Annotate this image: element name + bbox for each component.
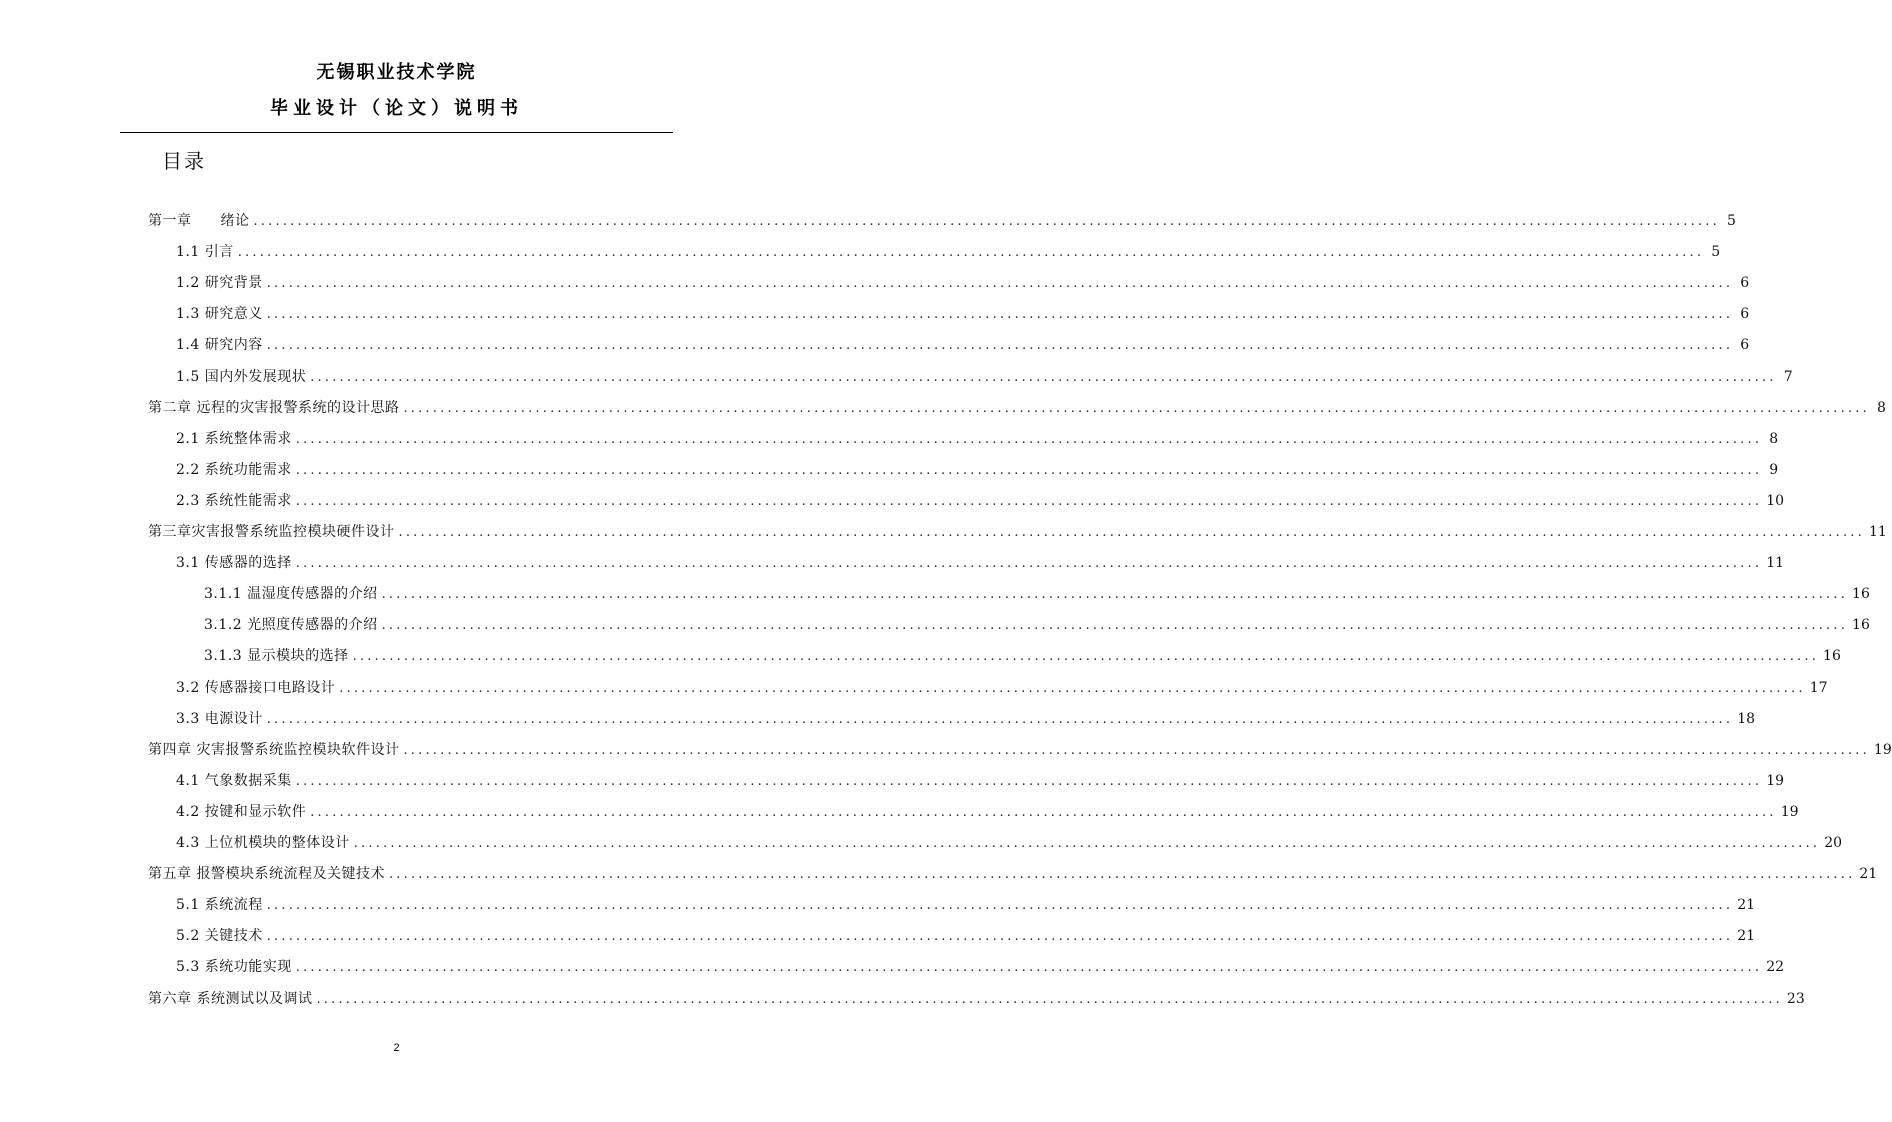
toc-entry-page: 8 (1877, 399, 1886, 416)
toc-entry-label: 第六章 系统测试以及调试 (148, 990, 313, 1007)
toc-entry-page: 10 (1766, 492, 1785, 509)
toc-entry-page: 11 (1766, 555, 1785, 572)
toc-entry-page: 16 (1852, 586, 1870, 603)
toc-entry-page: 21 (1737, 897, 1756, 914)
toc-entry-label: 第三章灾害报警系统监控模块硬件设计 (148, 524, 395, 540)
toc-entry-page: 19 (1780, 803, 1799, 820)
toc-entry[interactable] (176, 303, 1750, 325)
toc-leader-dots: ........................................................................................................................................................................................................ (352, 649, 1820, 665)
toc-entry[interactable] (176, 801, 1799, 823)
toc-entry-label: 1.4 研究内容 (176, 337, 263, 354)
toc-entry-label: 1.5 国内外发展现状 (176, 368, 307, 385)
toc-entry-label: 第五章 报警模块系统流程及关键技术 (148, 866, 385, 883)
toc-entry-page: 7 (1783, 368, 1793, 385)
toc-entry-label: 1.2 研究背景 (176, 275, 263, 292)
toc-entry[interactable] (176, 708, 1756, 730)
toc-entry[interactable] (176, 490, 1785, 512)
toc-entry[interactable] (176, 272, 1750, 294)
toc-leader-dots: ........................................................................................................................................................................................................ (266, 898, 1734, 914)
toc-entry-label: 1.3 研究意义 (176, 306, 263, 323)
toc-leader-dots: ........................................................................................................................................................................................................ (253, 214, 1720, 229)
toc-entry-page: 6 (1740, 275, 1750, 292)
toc-entry-label: 5.1 系统流程 (176, 897, 263, 914)
toc-leader-dots: ........................................................................................................................................................................................................ (295, 773, 1763, 789)
toc-leader-dots: ........................................................................................................................................................................................................ (316, 991, 1783, 1007)
toc-entry-page: 20 (1824, 835, 1843, 851)
toc-entry-label: 4.2 按键和显示软件 (176, 803, 307, 820)
toc-entry[interactable] (176, 459, 1779, 481)
toc-entry[interactable] (148, 397, 1886, 419)
toc-entry-page: 5 (1711, 244, 1721, 261)
toc-entry-label: 3.3 电源设计 (176, 710, 263, 727)
toc-leader-dots: ........................................................................................................................................................................................................ (295, 960, 1763, 976)
toc-entry[interactable] (148, 988, 1805, 1010)
toc-entry[interactable] (204, 583, 1870, 605)
toc-entry[interactable] (176, 832, 1843, 854)
toc-entry-page: 23 (1786, 990, 1805, 1007)
toc-entry-page: 8 (1769, 430, 1779, 447)
toc-entry-page: 6 (1740, 337, 1750, 354)
toc-entry[interactable] (148, 863, 1878, 885)
toc-entry-label: 第二章 远程的灾害报警系统的设计思路 (148, 399, 400, 416)
toc-entry-label: 4.3 上位机模块的整体设计 (176, 835, 350, 851)
toc-leader-dots: ........................................................................................................................................................................................................ (266, 276, 1734, 292)
toc-entry[interactable] (176, 925, 1756, 947)
toc-entry-label: 2.1 系统整体需求 (176, 430, 292, 447)
toc-entry-label: 2.3 系统性能需求 (176, 492, 292, 509)
toc-entry-page: 16 (1852, 617, 1870, 634)
toc-entry[interactable] (204, 614, 1870, 636)
toc-entry-page: 22 (1766, 959, 1785, 976)
toc-entry-page: 5 (1727, 213, 1736, 229)
toc-leader-dots: ........................................................................................................................................................................................................ (266, 338, 1734, 354)
toc-entry[interactable] (176, 770, 1785, 792)
school-name: 无锡职业技术学院 (316, 62, 477, 83)
header-rule (120, 132, 673, 133)
toc-entry[interactable] (204, 645, 1841, 667)
toc-entry[interactable] (176, 677, 1828, 699)
toc-leader-dots: ........................................................................................................................................................................................................ (266, 307, 1734, 323)
toc-entry-label: 5.2 关键技术 (176, 928, 263, 945)
toc-entry-label: 3.1.3 显示模块的选择 (204, 648, 349, 665)
toc-leader-dots: ........................................................................................................................................................................................................ (295, 462, 1763, 478)
toc-entry-label: 2.2 系统功能需求 (176, 461, 292, 478)
toc-entry-page: 21 (1859, 866, 1878, 883)
toc-entry-label: 4.1 气象数据采集 (176, 772, 292, 789)
toc-leader-dots: ........................................................................................................................................................................................................ (381, 587, 1849, 603)
toc-entry-page: 9 (1769, 461, 1779, 478)
toc-entry-label: 3.2 传感器接口电路设计 (176, 679, 336, 696)
toc-entry[interactable] (176, 552, 1785, 574)
toc-entry[interactable] (176, 894, 1756, 916)
toc-entry[interactable] (176, 241, 1721, 263)
toc-leader-dots: ........................................................................................................................................................................................................ (388, 867, 1856, 883)
toc-leader-dots: ........................................................................................................................................................................................................ (398, 525, 1865, 540)
toc-entry-page: 11 (1868, 524, 1887, 540)
page-number: 2 (393, 1042, 400, 1054)
toc-leader-dots: ........................................................................................................................................................................................................ (266, 929, 1734, 945)
toc-leader-dots: ........................................................................................................................................................................................................ (295, 431, 1763, 447)
toc-leader-dots: ........................................................................................................................................................................................................ (403, 742, 1870, 758)
toc-entry-page: 19 (1873, 741, 1892, 758)
toc-entry-label: 5.3 系统功能实现 (176, 959, 292, 976)
toc-entry[interactable] (176, 428, 1779, 450)
toc-entry[interactable] (176, 366, 1793, 388)
toc-leader-dots: ........................................................................................................................................................................................................ (310, 369, 1777, 385)
toc-entry[interactable] (148, 521, 1887, 543)
toc-entry-page: 16 (1823, 648, 1841, 665)
toc-entry-label: 3.1 传感器的选择 (176, 555, 292, 572)
toc-entry-label: 1.1 引言 (176, 244, 234, 261)
toc-entry-label: 第四章 灾害报警系统监控模块软件设计 (148, 741, 400, 758)
toc-title: 目录 (162, 149, 206, 173)
toc-entry-label: 3.1.2 光照度传感器的介绍 (204, 617, 378, 634)
toc-leader-dots: ........................................................................................................................................................................................................ (295, 556, 1763, 572)
toc-entry-page: 17 (1809, 679, 1828, 696)
document-title: 毕业设计（论文）说明书 (270, 98, 523, 119)
toc-entry-page: 6 (1740, 306, 1750, 323)
toc-leader-dots: ........................................................................................................................................................................................................ (310, 804, 1777, 820)
toc-entry[interactable] (176, 334, 1750, 356)
toc-entry-page: 19 (1766, 772, 1785, 789)
toc-leader-dots: ........................................................................................................................................................................................................ (403, 400, 1870, 416)
toc-leader-dots: ........................................................................................................................................................................................................ (381, 618, 1849, 634)
toc-entry-label: 第一章 绪论 (148, 213, 250, 229)
toc-leader-dots: ........................................................................................................................................................................................................ (339, 680, 1806, 696)
toc-entry-label: 3.1.1 温湿度传感器的介绍 (204, 586, 378, 603)
toc-entry-page: 18 (1737, 710, 1756, 727)
toc-leader-dots: ........................................................................................................................................................................................................ (237, 245, 1705, 261)
toc-entry-page: 21 (1737, 928, 1756, 945)
toc-entry[interactable] (148, 739, 1892, 761)
toc-entry[interactable] (148, 210, 1736, 232)
toc-leader-dots: ........................................................................................................................................................................................................ (295, 493, 1763, 509)
toc-leader-dots: ........................................................................................................................................................................................................ (266, 711, 1734, 727)
toc-entry[interactable] (176, 956, 1785, 978)
toc-leader-dots: ........................................................................................................................................................................................................ (353, 836, 1821, 851)
